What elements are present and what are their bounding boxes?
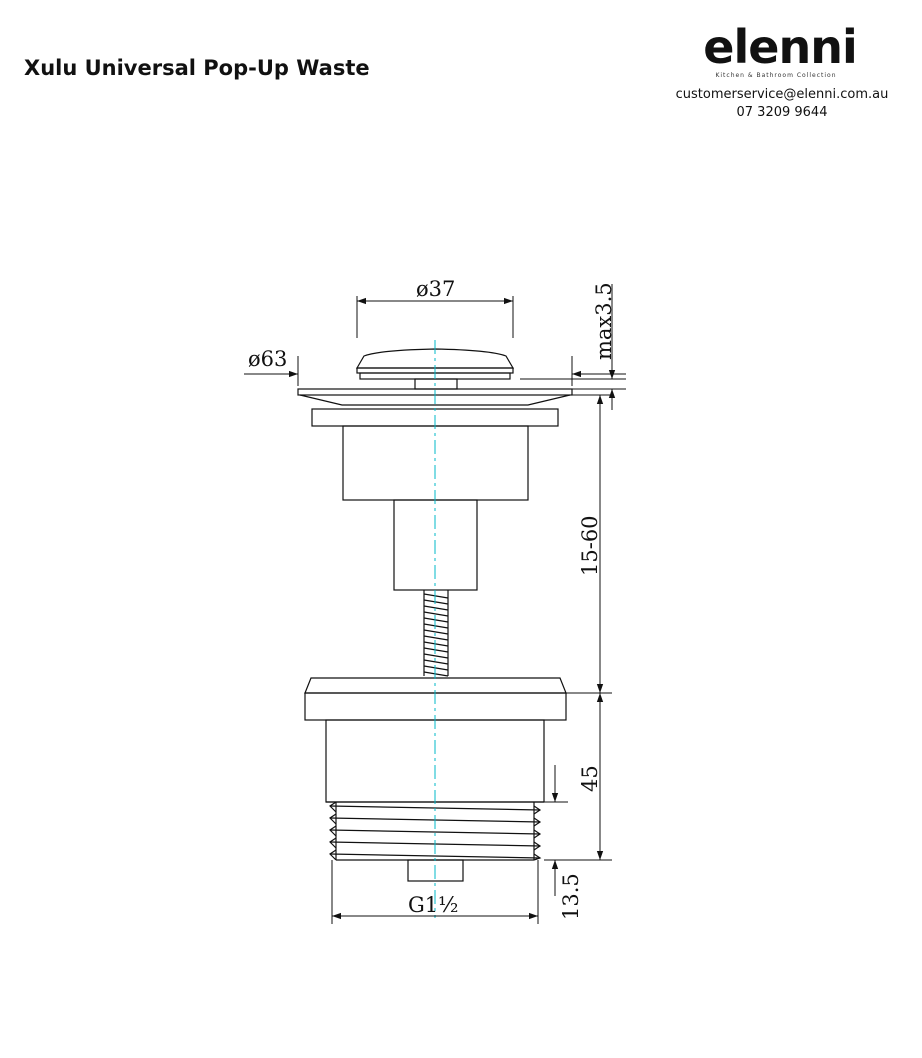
thread-length-label: 13.5: [559, 873, 583, 920]
page-title: Xulu Universal Pop-Up Waste: [24, 56, 370, 80]
upper-body: [343, 426, 528, 500]
thread-size-label: G1½: [408, 893, 459, 917]
brand-logo: elenni: [703, 20, 857, 74]
contact-email: customerservice@elenni.com.au: [675, 87, 889, 102]
brand-tagline: Kitchen & Bathroom Collection: [715, 72, 837, 79]
threaded-rod: [424, 590, 448, 676]
adjust-range-label: 15-60: [578, 515, 602, 576]
cap-height-label: max3.5: [592, 282, 616, 360]
cap-stem-collar: [415, 379, 457, 389]
flange-diameter-label: ø63: [248, 347, 288, 371]
contact-phone: 07 3209 9644: [736, 105, 828, 120]
cap-diameter-label: ø37: [416, 277, 456, 301]
body-height-label: 45: [578, 765, 602, 792]
